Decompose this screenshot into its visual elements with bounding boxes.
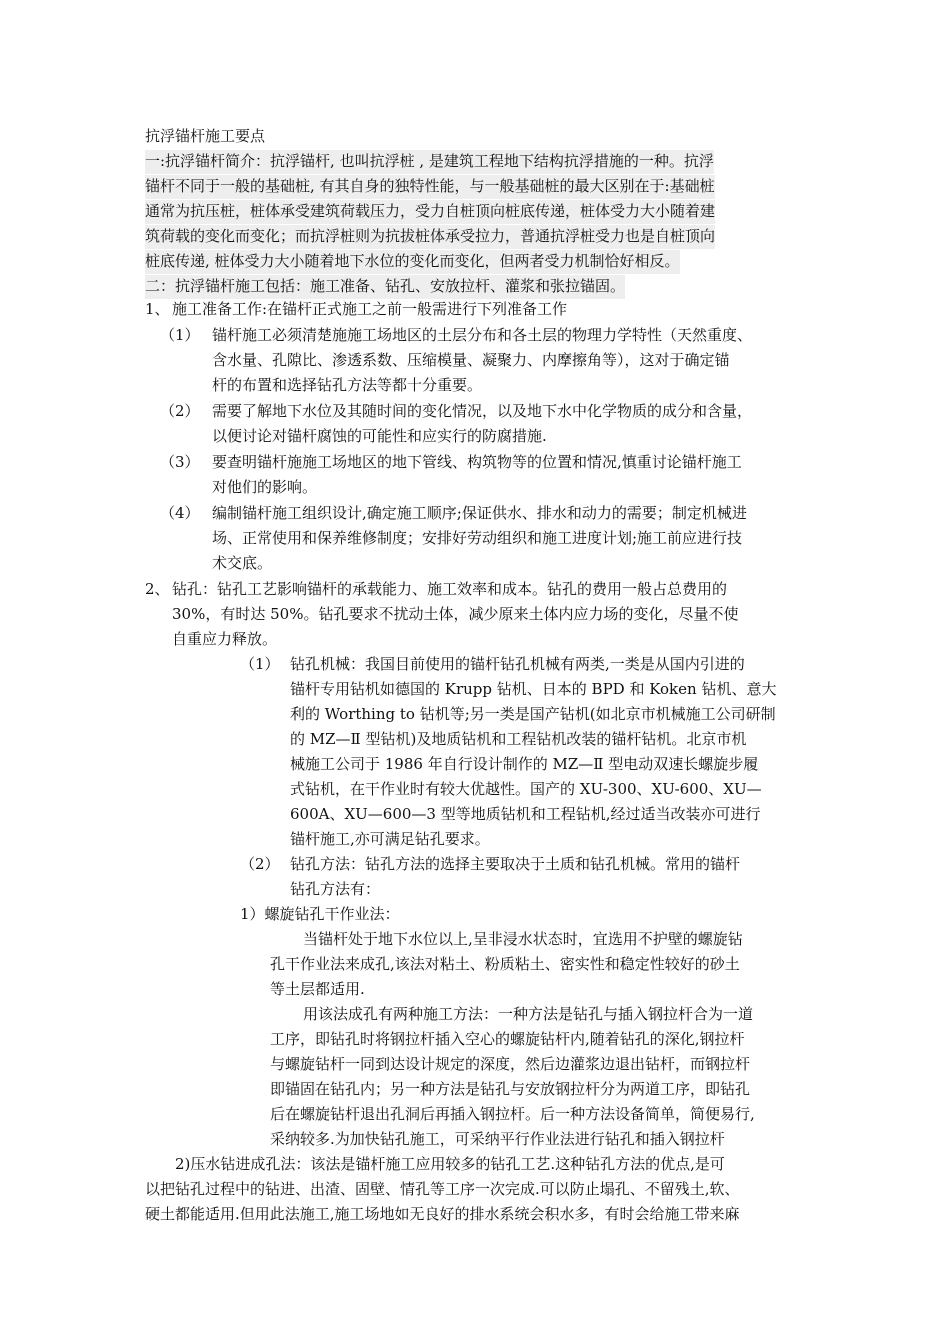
prep-item-line: 以便讨论对锚杆腐蚀的可能性和应实行的防腐措施. — [212, 427, 547, 445]
method-1-paragraph-line: 等土层都适用. — [270, 980, 365, 998]
section-1-heading: 施工准备工作:在锚杆正式施工之前一般需进行下列准备工作 — [172, 300, 568, 318]
doc-title: 抗浮锚杆施工要点 — [145, 127, 266, 145]
intro-line: 一:抗浮锚杆简介：抗浮锚杆, 也叫抗浮桩 , 是建筑工程地下结构抗浮措施的一种。抗浮 — [145, 150, 714, 174]
drill-item-line: 锚杆施工,亦可满足钻孔要求。 — [290, 830, 490, 848]
method-2-line: 硬土都能适用.但用此法施工,施工场地如无良好的排水系统会积水多，有时会给施工带来麻 — [145, 1205, 740, 1223]
method-1-paragraph-line: 即锚固在钻孔内；另一种方法是钻孔与安放钢拉杆分为两道工序，即钻孔 — [270, 1080, 751, 1098]
method-1-paragraph-line: 与螺旋钻杆一同到达设计规定的深度，然后边灌浆边退出钻杆，而钢拉杆 — [270, 1055, 751, 1073]
drill-item-line: 600A、XU—600—3 型等地质钻机和工程钻机,经过适当改装亦可进行 — [290, 805, 761, 823]
section-two-heading: 二：抗浮锚杆施工包括：施工准备、钻孔、安放拉杆、灌浆和张拉锚固。 — [145, 275, 625, 299]
prep-item-line: 编制锚杆施工组织设计,确定施工顺序;保证供水、排水和动力的需要；制定机械进 — [212, 504, 747, 522]
method-1-paragraph-line: 工序，即钻孔时将钢拉杆插入空心的螺旋钻杆内,随着钻孔的深化,钢拉杆 — [270, 1030, 745, 1048]
prep-item-line: 杆的布置和选择钻孔方法等都十分重要。 — [212, 376, 483, 394]
drill-item-line: 械施工公司于 1986 年自行设计制作的 MZ—Ⅱ 型电动双速长螺旋步履 — [290, 755, 759, 773]
intro-line: 筑荷载的变化而变化；而抗浮桩则为抗拔桩体承受拉力，普通抗浮桩受力也是自桩顶向 — [145, 225, 715, 249]
prep-item-line: 锚杆施工必须清楚施施工场地区的土层分布和各土层的物理力学特性（天然重度、 — [212, 326, 753, 344]
prep-item-line: 场、正常使用和保养维修制度；安排好劳动组织和施工进度计划;施工前应进行技 — [212, 529, 743, 547]
section-2-line: 钻孔：钻孔工艺影响锚杆的承载能力、施工效率和成本。钻孔的费用一般占总费用的 — [172, 580, 728, 598]
section-1-marker: 1、 — [145, 300, 170, 318]
prep-item-line: 含水量、孔隙比、渗透系数、压缩模量、凝聚力、内摩擦角等），这对于确定锚 — [212, 351, 730, 369]
method-1-paragraph-line: 采纳较多.为加快钻孔施工，可采纳平行作业法进行钻孔和插入钢拉杆 — [270, 1130, 725, 1148]
drill-item-marker: （2） — [240, 855, 280, 873]
intro-line: 锚杆不同于一般的基础桩, 有其自身的独特性能，与一般基础桩的最大区别在于:基础桩 — [145, 175, 715, 199]
prep-item-line: 术交底。 — [212, 554, 273, 572]
prep-item-line: 需要了解地下水位及其随时间的变化情况，以及地下水中化学物质的成分和含量， — [212, 402, 753, 420]
drill-item-line: 利的 Worthing to 钻机等;另一类是国产钻机(如北京市机械施工公司研制 — [290, 705, 776, 723]
drill-item-line: 钻孔机械：我国目前使用的锚杆钻孔机械有两类,一类是从国内引进的 — [290, 655, 745, 673]
section-2-line: 自重应力释放。 — [172, 630, 278, 648]
method-1-title: 1）螺旋钻孔干作业法： — [240, 905, 400, 923]
method-2-line: 以把钻孔过程中的钻进、出渣、固壁、情孔等工序一次完成.可以防止塌孔、不留残土,软、 — [145, 1180, 740, 1198]
method-1-paragraph-line: 用该法成孔有两种施工方法：一种方法是钻孔与插入钢拉杆合为一道 — [303, 1005, 754, 1023]
drill-item-marker: （1） — [240, 655, 280, 673]
prep-item-marker: （1） — [160, 326, 200, 344]
drill-item-line: 钻孔方法：钻孔方法的选择主要取决于土质和钻孔机械。常用的锚杆 — [290, 855, 741, 873]
method-2-line: 2)压水钻进成孔法：该法是锚杆施工应用较多的钻孔工艺.这种钻孔方法的优点,是可 — [175, 1155, 725, 1173]
intro-line: 桩底传递, 桩体受力大小随着地下水位的变化而变化，但两者受力机制恰好相反。 — [145, 250, 680, 274]
prep-item-line: 要查明锚杆施施工场地区的地下管线、构筑物等的位置和情况,慎重讨论锚杆施工 — [212, 453, 742, 471]
prep-item-line: 对他们的影响。 — [212, 478, 318, 496]
intro-line: 通常为抗压桩，桩体承受建筑荷载压力，受力自桩顶向桩底传递，桩体受力大小随着建 — [145, 200, 715, 224]
prep-item-marker: （3） — [160, 453, 200, 471]
drill-item-line: 的 MZ—Ⅱ 型钻机)及地质钻机和工程钻机改装的锚杆钻机。北京市机 — [290, 730, 747, 748]
drill-item-line: 式钻机，在干作业时有较大优越性。国产的 XU-300、XU-600、XU— — [290, 780, 762, 798]
prep-item-marker: （2） — [160, 402, 200, 420]
section-2-line: 30%，有时达 50%。钻孔要求不扰动土体，减少原来土体内应力场的变化，尽量不使 — [172, 605, 739, 623]
drill-item-line: 锚杆专用钻机如德国的 Krupp 钻机、日本的 BPD 和 Koken 钻机、意大 — [290, 680, 777, 698]
drill-item-line: 钻孔方法有： — [290, 880, 381, 898]
method-1-paragraph-line: 孔干作业法来成孔,该法对粘土、粉质粘土、密实性和稳定性较好的砂土 — [270, 955, 740, 973]
method-1-paragraph-line: 后在螺旋钻杆退出孔洞后再插入钢拉杆。后一种方法设备简单，简便易行, — [270, 1105, 755, 1123]
section-2-marker: 2、 — [145, 580, 170, 598]
method-1-paragraph-line: 当锚杆处于地下水位以上,呈非浸水状态时，宜选用不护壁的螺旋钻 — [303, 930, 743, 948]
prep-item-marker: （4） — [160, 504, 200, 522]
